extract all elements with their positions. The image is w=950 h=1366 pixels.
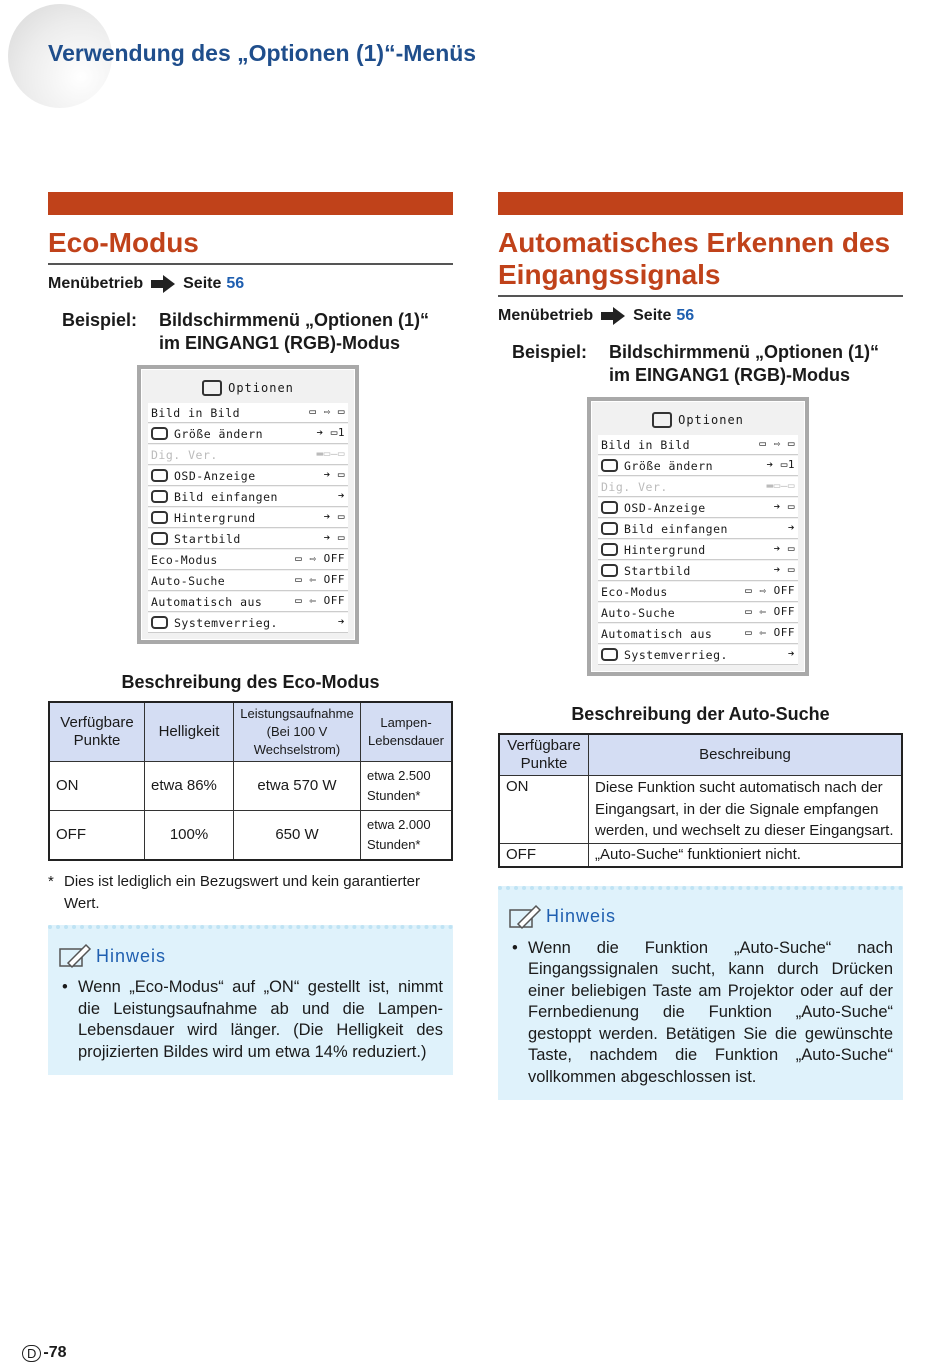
example-label: Beispiel:	[512, 342, 588, 362]
osd-row	[148, 592, 348, 612]
hint-title: Hinweis	[546, 906, 617, 926]
osd-row	[598, 582, 798, 602]
table-header-row	[49, 702, 452, 762]
bullet-icon: •	[512, 938, 518, 957]
table-header-row	[499, 734, 902, 776]
osd-row	[598, 456, 798, 476]
table-cell: ON	[49, 762, 145, 811]
lock-icon	[151, 616, 168, 629]
osd-row	[598, 561, 798, 581]
table-cell: 100%	[145, 811, 234, 861]
osd-row	[148, 403, 348, 423]
hint-title: Hinweis	[96, 945, 167, 966]
osd-control: ➔ ▭1	[766, 458, 795, 471]
section-bar	[48, 192, 453, 215]
osd-item-label: Eco-Modus	[601, 584, 668, 599]
table-header: Verfügbare Punkte	[499, 734, 589, 776]
pencil-note-icon	[508, 904, 542, 930]
background-icon	[601, 543, 618, 556]
background-icon	[151, 511, 168, 524]
osd-item-label: Hintergrund	[174, 510, 256, 525]
menu-operation-line	[48, 275, 453, 293]
osd-header-label: Optionen	[678, 413, 744, 427]
page-number-letter: D	[22, 1345, 41, 1362]
table-row	[49, 811, 452, 861]
table-caption: Beschreibung der Auto-Suche	[571, 704, 830, 724]
table-row	[499, 843, 902, 867]
menubetrieb-label: Menübetrieb	[48, 275, 144, 292]
osd-row	[598, 498, 798, 518]
table-cell: etwa 570 W	[234, 762, 361, 811]
osd-item-label: Bild in Bild	[601, 437, 691, 452]
osd-item-label: Startbild	[174, 531, 241, 546]
osd-control: ▬▭—▭	[316, 447, 345, 460]
table-header: Leistungsaufnahme (Bei 100 V Wechselstrom)	[234, 702, 361, 762]
osd-row	[598, 477, 798, 497]
table-cell: OFF	[499, 843, 589, 867]
table-cell: etwa 2.000 Stunden*	[361, 811, 453, 861]
hint-item	[58, 977, 443, 1063]
table-cell: ON	[499, 776, 589, 844]
hint-box	[498, 886, 903, 1101]
menu-operation-line	[498, 307, 903, 325]
osd-control: ➔ ▭	[323, 531, 345, 544]
osd-inner	[591, 401, 805, 672]
osd-header	[598, 406, 798, 434]
section-title: Eco-Modus	[48, 227, 453, 265]
osd-item-label: Bild einfangen	[624, 521, 728, 536]
startup-icon	[151, 532, 168, 545]
osd-control: ▭ ⇦ OFF	[745, 605, 795, 618]
page-link[interactable]: 56	[676, 307, 695, 324]
auto-search-section	[498, 192, 903, 1100]
osd-control: ➔	[787, 521, 795, 534]
osd-item-label: Hintergrund	[624, 542, 706, 557]
eco-mode-section	[48, 192, 453, 1075]
osd-item-label: Automatisch aus	[601, 626, 713, 641]
arrow-right-icon	[601, 307, 625, 325]
osd-item-label: Auto-Suche	[601, 605, 676, 620]
menubetrieb-label: Menübetrieb	[498, 307, 594, 324]
example-line	[512, 341, 903, 387]
osd-row	[148, 424, 348, 444]
osd-control: ➔ ▭	[773, 500, 795, 513]
osd-control: ➔	[787, 647, 795, 660]
osd-row	[598, 624, 798, 644]
table-header: Beschreibung	[589, 734, 903, 776]
lock-icon	[601, 648, 618, 661]
osd-item-label: Eco-Modus	[151, 552, 218, 567]
osd-item-label: Startbild	[624, 563, 691, 578]
page-number-value: -78	[43, 1344, 67, 1361]
osd-control: ➔ ▭	[323, 510, 345, 523]
osd-display-icon	[151, 469, 168, 482]
osd-row	[148, 529, 348, 549]
options-icon	[652, 412, 672, 428]
osd-control: ➔ ▭	[773, 563, 795, 576]
osd-row	[148, 487, 348, 507]
osd-control: ➔ ▭	[773, 542, 795, 555]
osd-header	[148, 374, 348, 402]
osd-row	[598, 540, 798, 560]
osd-control: ▭ ⇨ ▭	[309, 405, 345, 418]
section-bar	[498, 192, 903, 215]
seite-label: Seite	[633, 307, 672, 324]
osd-menu-screenshot	[137, 365, 359, 644]
osd-control: ➔ ▭1	[316, 426, 345, 439]
table-cell: OFF	[49, 811, 145, 861]
osd-item-label: Bild einfangen	[174, 489, 278, 504]
bullet-icon: •	[62, 978, 68, 996]
table-header: Helligkeit	[145, 702, 234, 762]
osd-menu-screenshot	[587, 397, 809, 676]
table-row	[49, 762, 452, 811]
osd-control: ➔ ▭	[323, 468, 345, 481]
osd-item-label: Größe ändern	[624, 458, 714, 473]
hint-text: Wenn „Eco-Modus“ auf „ON“ gestellt ist, nimmt die Leistungsaufnahme ab und die Lampen-Lebensdauer wird länger. (Die Helligkeit des projizierten Bildes wird um etwa 14% reduziert.)	[78, 978, 443, 1061]
page-link[interactable]: 56	[226, 275, 245, 292]
osd-control: ▭ ⇨ ▭	[759, 437, 795, 450]
osd-control: ➔	[337, 615, 345, 628]
table-cell: Diese Funktion sucht automatisch nach der Eingangsart, in der die Signale empfangen werden, und wechselt zu dieser Eingangsart.	[589, 776, 903, 844]
page-title: Verwendung des „Optionen (1)“-Menüs	[48, 40, 477, 66]
osd-control: ▭ ⇦ OFF	[745, 626, 795, 639]
eco-mode-table	[48, 701, 453, 861]
arrow-right-icon	[151, 275, 175, 293]
osd-item-label: Dig. Ver.	[151, 447, 218, 462]
osd-header-label: Optionen	[228, 381, 294, 395]
pencil-note-icon	[58, 943, 92, 969]
table-cell: „Auto-Suche“ funktioniert nicht.	[589, 843, 903, 867]
auto-search-table	[498, 733, 903, 868]
osd-control: ▭ ⇨ OFF	[295, 552, 345, 565]
osd-row	[148, 550, 348, 570]
osd-inner	[141, 369, 355, 640]
osd-item-label: OSD-Anzeige	[174, 468, 256, 483]
osd-display-icon	[601, 501, 618, 514]
table-cell: etwa 2.500 Stunden*	[361, 762, 453, 811]
example-label: Beispiel:	[62, 310, 138, 330]
table-cell: 650 W	[234, 811, 361, 861]
table-row	[499, 776, 902, 844]
osd-item-label: Automatisch aus	[151, 594, 263, 609]
section-title: Automatisches Erkennen des Eingangssignals	[498, 227, 903, 297]
osd-row	[148, 445, 348, 465]
hint-box	[48, 925, 453, 1075]
seite-label: Seite	[183, 275, 222, 292]
osd-control: ▬▭—▭	[766, 479, 795, 492]
hint-text: Wenn die Funktion „Auto-Suche“ nach Eingangssignalen sucht, kann durch Drücken einer beliebigen Taste am Projektor oder auf der Fernbedienung die Funktion „Auto-Suche“ gestoppt werden. Betätigen Sie die gewünschte Taste, nachdem die Funktion „Auto-Suche“ vollkommen abgeschlossen ist.	[528, 938, 893, 1086]
osd-row	[148, 466, 348, 486]
footnote-text: Dies ist lediglich ein Bezugswert und kein garantierter Wert.	[64, 873, 421, 912]
osd-control: ▭ ⇨ OFF	[745, 584, 795, 597]
table-header: Verfügbare Punkte	[49, 702, 145, 762]
footnote-marker: *	[48, 873, 54, 890]
osd-row	[148, 613, 348, 633]
table-header: Lampen-Lebensdauer	[361, 702, 453, 762]
osd-row	[598, 645, 798, 665]
osd-row	[598, 435, 798, 455]
osd-control: ▭ ⇦ OFF	[295, 573, 345, 586]
osd-item-label: Größe ändern	[174, 426, 264, 441]
osd-item-label: Auto-Suche	[151, 573, 226, 588]
resize-icon	[151, 427, 168, 440]
osd-row	[148, 508, 348, 528]
footnote	[48, 871, 453, 915]
page-number	[22, 1344, 67, 1362]
table-cell: etwa 86%	[145, 762, 234, 811]
capture-icon	[601, 522, 618, 535]
resize-icon	[601, 459, 618, 472]
example-line	[62, 309, 453, 355]
osd-item-label: Systemverrieg.	[624, 647, 728, 662]
osd-row	[598, 519, 798, 539]
hint-header	[58, 943, 443, 969]
osd-item-label: Dig. Ver.	[601, 479, 668, 494]
osd-row	[598, 603, 798, 623]
osd-row	[148, 571, 348, 591]
osd-control: ▭ ⇦ OFF	[295, 594, 345, 607]
example-text: Bildschirmmenü „Optionen (1)“ im EINGANG1 (RGB)-Modus	[159, 310, 430, 353]
osd-item-label: OSD-Anzeige	[624, 500, 706, 515]
options-icon	[202, 380, 222, 396]
capture-icon	[151, 490, 168, 503]
example-text: Bildschirmmenü „Optionen (1)“ im EINGANG1 (RGB)-Modus	[609, 342, 880, 385]
hint-header	[508, 904, 893, 930]
hint-item	[508, 938, 893, 1089]
osd-item-label: Systemverrieg.	[174, 615, 278, 630]
osd-control: ➔	[337, 489, 345, 502]
osd-item-label: Bild in Bild	[151, 405, 241, 420]
startup-icon	[601, 564, 618, 577]
table-caption: Beschreibung des Eco-Modus	[121, 672, 380, 692]
